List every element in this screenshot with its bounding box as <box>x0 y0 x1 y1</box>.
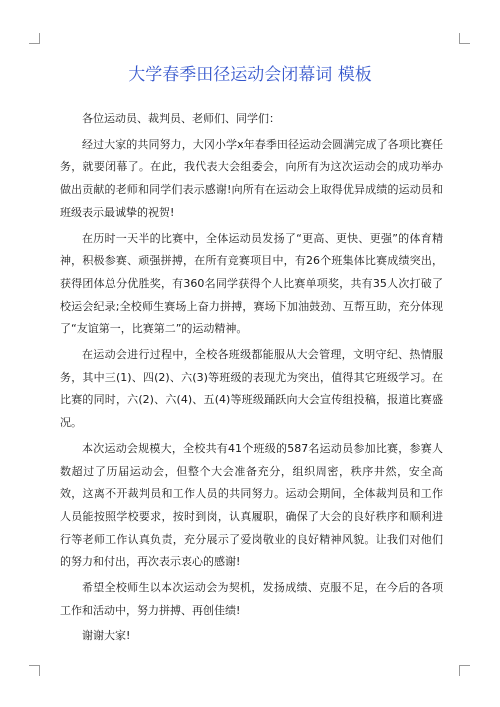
document-body <box>60 108 443 651</box>
paragraph-conduct: 在运动会进行过程中，全校各班级都能服从大会管理，文明守纪、热情服务，其中三(1)、四(2)、六(3)等班级的表现尤为突出，值得其它班级学习。在比赛的同时，六(2)、六(4)、五(4)等班级踊跃向大会宣传组投稿，报道比赛盛况。 <box>60 348 443 430</box>
crop-mark-bottom-right <box>459 665 470 676</box>
paragraph-results: 在历时一天半的比赛中，全体运动员发扬了“更高、更快、更强”的体育精神，积极参赛、顽强拼搏，在所有竞赛项目中，有26个班集体比赛成绩突出，获得团体总分优胜奖，有360名同学获得个人比赛单项奖，共有35人次打破了校运会纪录;全校师生赛场上奋力拼搏，赛场下加油鼓劲、互帮互助，充分体现了“友谊第一，比赛第二”的运动精神。 <box>60 231 443 336</box>
paragraph-scale: 本次运动会规模大，全校共有41个班级的587名运动员参加比赛，参赛人数超过了历届运动会，但整个大会准备充分，组织周密，秩序井然，安全高效，这离不开裁判员和工作人员的共同努力。运动会期间，全体裁判员和工作人员能按照学校要求，按时到岗，认真履职，确保了大会的良好秩序和顺利进行等老师工作认真负责，充分展示了爱岗敬业的良好精神风貌。让我们对他们的努力和付出，再次表示衷心的感谢! <box>60 441 443 569</box>
salutation: 各位运动员、裁判员、老师们、同学们： <box>82 112 280 125</box>
crop-mark-top-left <box>29 33 40 44</box>
crop-mark-bottom-left <box>29 665 40 676</box>
document-title: 大学春季田径运动会闭幕词 模板 <box>128 65 372 85</box>
paragraph-opening: 经过大家的共同努力，大冈小学x年春季田径运动会圆满完成了各项比赛任务，就要闭幕了。在此，我代表大会组委会，向所有为这次运动会的成功举办做出贡献的老师和同学们表示感谢!向所有在运动会上取得优异成绩的运动员和班级表示最诚挚的祝贺! <box>60 137 443 219</box>
closing: 谢谢大家! <box>82 629 131 643</box>
paragraph-hope: 希望全校师生以本次运动会为契机，发扬成绩、克服不足，在今后的各项工作和活动中，努力拼搏、再创佳绩! <box>60 581 443 617</box>
crop-mark-top-right <box>459 33 470 44</box>
